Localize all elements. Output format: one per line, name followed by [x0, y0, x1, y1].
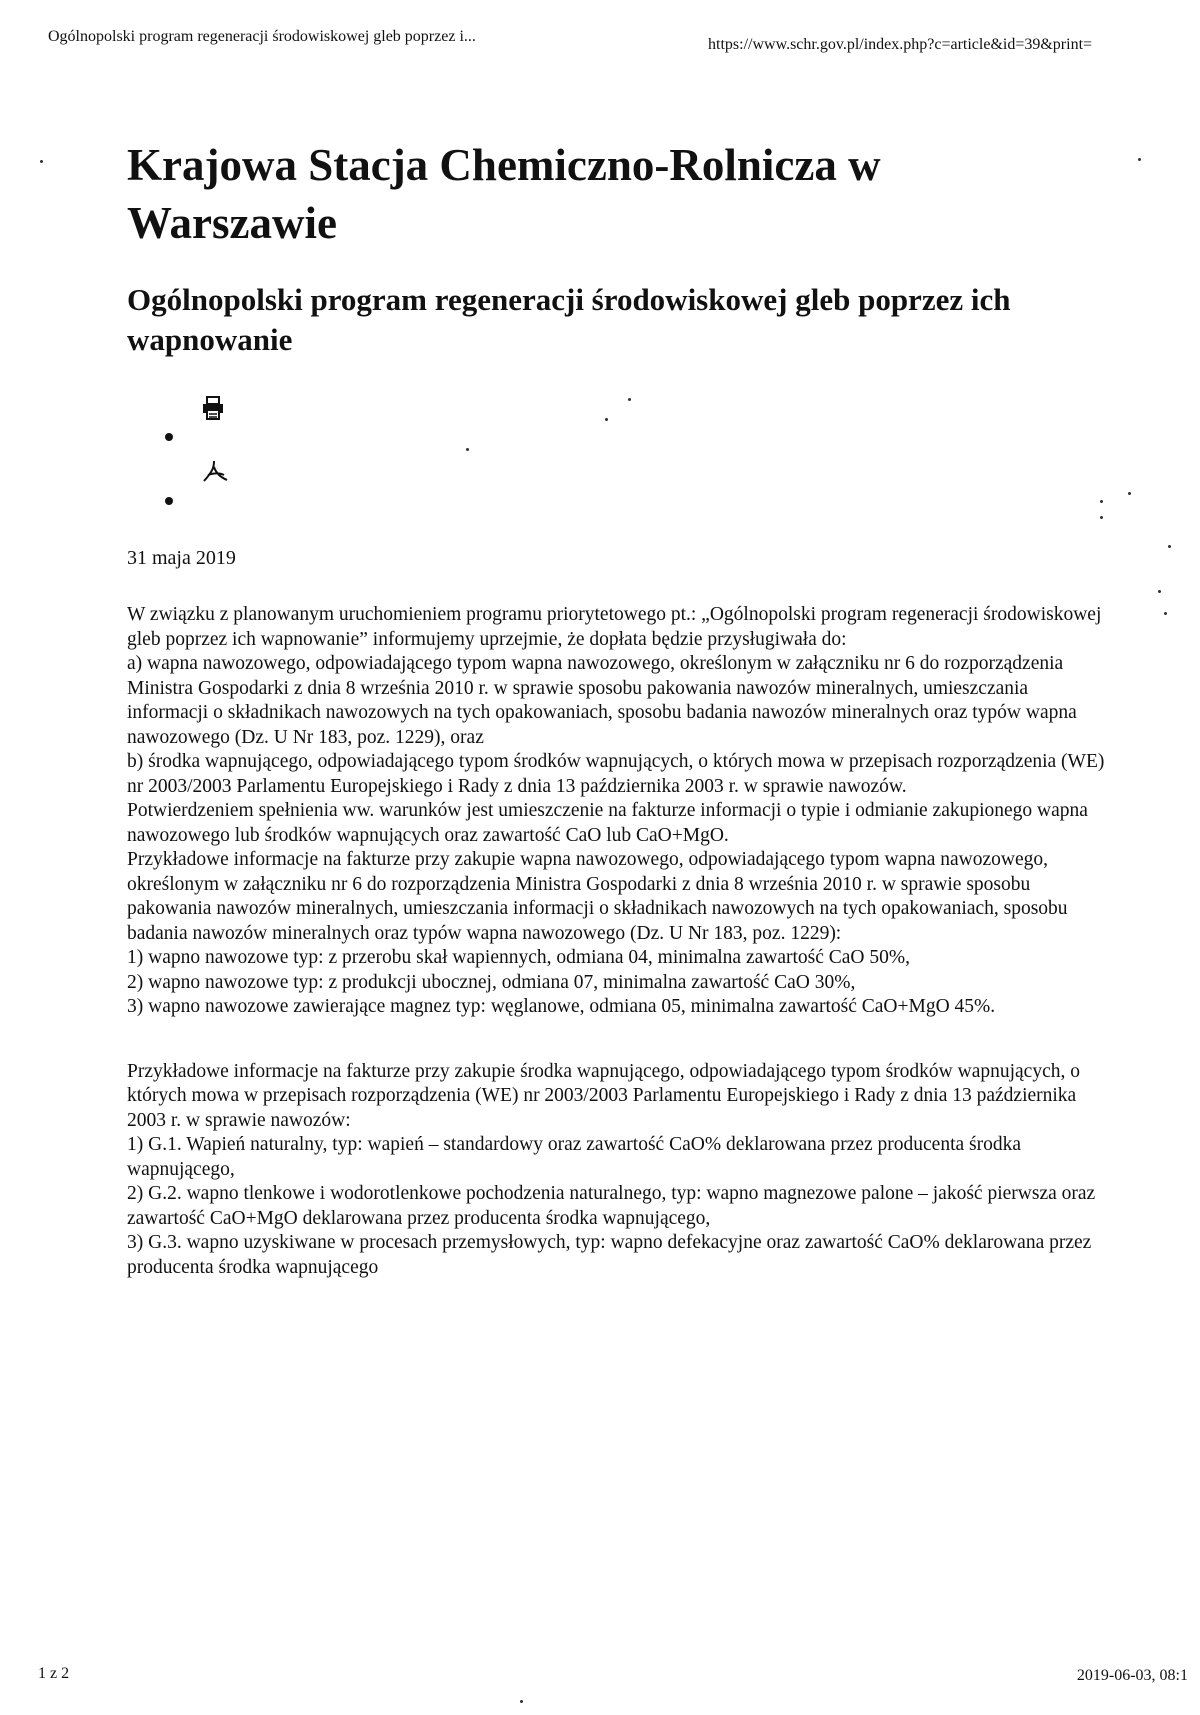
site-title: Krajowa Stacja Chemiczno-Rolnicza w Warszawie	[127, 140, 881, 248]
scan-speck	[1158, 590, 1161, 593]
body-paragraph: 1) wapno nawozowe typ: z przerobu skał wapiennych, odmiana 04, minimalna zawartość CaO 50%,	[127, 947, 911, 968]
page-count: 1 z 2	[38, 1665, 70, 1682]
print-icon[interactable]	[200, 395, 228, 423]
list-bullet	[165, 433, 173, 441]
body-paragraph: Potwierdzeniem spełnienia ww. warunków jest umieszczenie na fakturze informacji o typie i odmianie zakupionego wapna nawozowego lub środków wapnujących oraz zawartość CaO lub CaO+MgO.	[127, 800, 1088, 846]
article-date: 31 maja 2019	[127, 547, 236, 569]
scan-speck	[466, 448, 469, 451]
scan-speck	[1128, 492, 1131, 495]
scan-speck	[1164, 612, 1167, 615]
print-page-title: Ogólnopolski program regeneracji środowiskowej gleb poprzez i...	[48, 28, 476, 45]
scan-speck	[1138, 158, 1141, 161]
body-paragraph: 2) wapno nawozowe typ: z produkcji ubocznej, odmiana 07, minimalna zawartość CaO 30%,	[127, 971, 856, 993]
scan-speck	[605, 418, 608, 421]
body-paragraph: W związku z planowanym uruchomieniem programu priorytetowego pt.: „Ogólnopolski program regeneracji środowiskowej gleb poprzez ich wapnowanie” informujemy uprzejmie, że dopłata będzie przysługiwała do:	[127, 604, 1102, 650]
body-paragraph: 1) G.1. Wapień naturalny, typ: wapień – standardowy oraz zawartość CaO% deklarowana przez producenta środka wapnującego,	[127, 1134, 1022, 1180]
scan-speck	[628, 398, 631, 401]
article-body	[127, 603, 1107, 1280]
body-paragraph: 2) G.2. wapno tlenkowe i wodorotlenkowe pochodzenia naturalnego, typ: wapno magnezowe palone – jakość pierwsza oraz zawartość CaO+MgO deklarowana przez producenta środka wapnującego,	[127, 1183, 1096, 1229]
scan-speck	[520, 1700, 523, 1703]
article-title: Ogólnopolski program regeneracji środowiskowej gleb poprzez ich wapnowanie	[127, 282, 1011, 357]
list-bullet	[165, 497, 173, 505]
body-paragraph: Przykładowe informacje na fakturze przy zakupie środka wapnującego, odpowiadającego typom środków wapnujących, o których mowa w przepisach rozporządzenia (WE) nr 2003/2003 Parlamentu Europejskiego i Rady z dnia 13 października 2003 r. w sprawie nawozów:	[127, 1060, 1080, 1131]
print-header	[48, 28, 1178, 58]
scan-speck	[40, 160, 43, 163]
scan-speck	[1168, 545, 1171, 548]
print-datetime: 2019-06-03, 08:1	[1076, 1667, 1188, 1684]
body-paragraph: 3) wapno nawozowe zawierające magnez typ: węglanowe, odmiana 05, minimalna zawartość CaO+MgO 45%.	[127, 996, 996, 1017]
body-paragraph: Przykładowe informacje na fakturze przy zakupie wapna nawozowego, odpowiadającego typom wapna nawozowego, określonym w załączniku nr 6 do rozporządzenia Ministra Gospodarki z dnia 8 września 2010 r. w sprawie sposobu pakowania nawozów mineralnych, umieszczania informacji o składnikach nawozowych na tych opakowaniach, sposobu badania nawozów mineralnych oraz typów wapna nawozowego (Dz. U Nr 183, poz. 1229):	[127, 849, 1068, 944]
scan-speck	[1100, 500, 1103, 503]
body-paragraph: 3) G.3. wapno uzyskiwane w procesach przemysłowych, typ: wapno defekacyjne oraz zawartość CaO% deklarowana przez producenta środka wapnującego	[127, 1232, 1092, 1278]
scan-speck	[1100, 516, 1103, 519]
print-url[interactable]: https://www.schr.gov.pl/index.php?c=article&id=39&print=	[708, 36, 1093, 53]
paragraph-spacer	[127, 1020, 1107, 1060]
pdf-icon[interactable]	[200, 459, 228, 487]
body-paragraph: b) środka wapnującego, odpowiadającego typom środków wapnujących, o których mowa w przepisach rozporządzenia (WE) nr 2003/2003 Parlamentu Europejskiego i Rady z dnia 13 października 2003 r. w sprawie nawozów.	[127, 751, 1105, 797]
body-paragraph: a) wapna nawozowego, odpowiadającego typom wapna nawozowego, określonym w załączniku nr 6 do rozporządzenia Ministra Gospodarki z dnia 8 września 2010 r. w sprawie sposobu pakowania nawozów mineralnych, umieszczania informacji o składnikach nawozowych na tych opakowaniach, sposobu badania nawozów mineralnych oraz typów wapna nawozowego (Dz. U Nr 183, poz. 1229), oraz	[127, 653, 1077, 748]
